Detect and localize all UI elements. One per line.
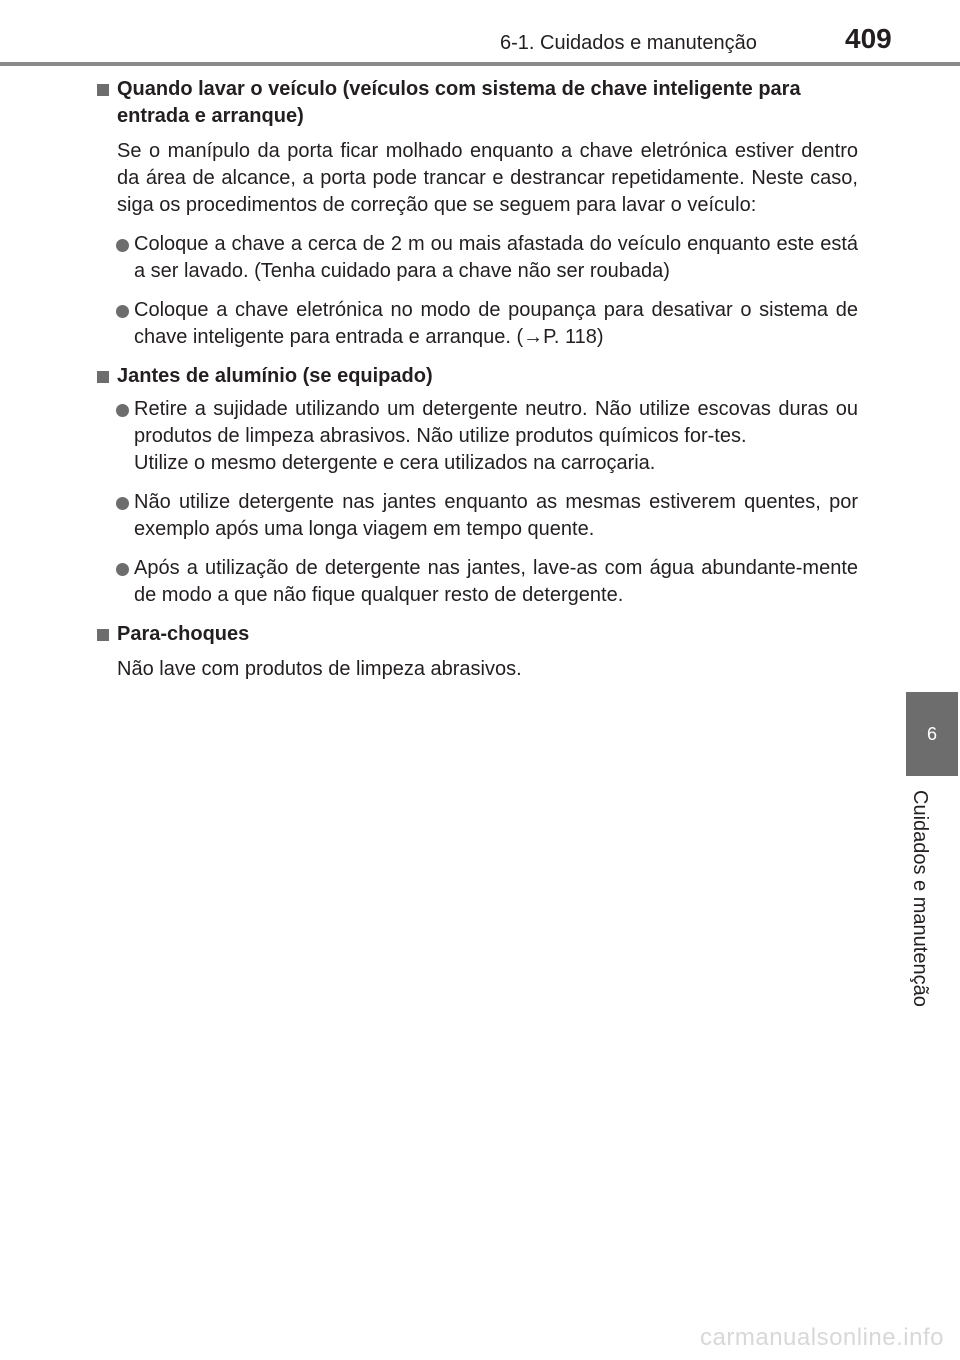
list-item [96, 489, 858, 543]
list-item [96, 396, 858, 477]
circle-bullet-icon [116, 239, 129, 252]
list-item-text: Após a utilização de detergente nas jantes, lave-as com água abundante-mente de modo a que não fique qualquer resto de detergente. [134, 557, 858, 606]
list-item-text: Retire a sujidade utilizando um detergente neutro. Não utilize escovas duras ou produtos de limpeza abrasivos. Não utilize produtos químicos for-tes. [134, 398, 858, 447]
section-heading-text: Jantes de alumínio (se equipado) [117, 365, 433, 387]
circle-bullet-icon [116, 563, 129, 576]
section-heading [96, 363, 858, 390]
page-number: 409 [845, 23, 892, 54]
watermark: carmanualsonline.info [700, 1324, 944, 1351]
page-content [96, 76, 858, 683]
list-item [96, 231, 858, 285]
section-heading [96, 621, 858, 648]
section-paragraph: Não lave com produtos de limpeza abrasivos. [117, 658, 522, 680]
square-bullet-icon [97, 84, 109, 96]
list-item [96, 555, 858, 609]
header-section-title: 6-1. Cuidados e manutenção [500, 32, 757, 54]
section-heading-text: Para-choques [117, 623, 250, 645]
list-item-text: Não utilize detergente nas jantes enquanto as mesmas estiverem quentes, por exemplo após uma longa viagem em tempo quente. [134, 491, 858, 540]
circle-bullet-icon [116, 404, 129, 417]
list-item-text: Coloque a chave a cerca de 2 m ou mais afastada do veículo enquanto este está a ser lavado. (Tenha cuidado para a chave não ser roubada) [134, 233, 858, 282]
chapter-tab [906, 692, 958, 776]
section-heading [96, 76, 858, 130]
chapter-tab-number: 6 [926, 724, 937, 744]
circle-bullet-icon [116, 497, 129, 510]
list-item-text: Coloque a chave eletrónica no modo de poupança para desativar o sistema de chave inteligente para entrada e arranque. (→P. 118) [134, 299, 858, 348]
page-header [0, 0, 960, 70]
list-item [96, 297, 858, 351]
square-bullet-icon [97, 371, 109, 383]
list-item-note: Utilize o mesmo detergente e cera utilizados na carroçaria. [134, 452, 656, 474]
section-heading-text: Quando lavar o veículo (veículos com sistema de chave inteligente para entrada e arranque) [117, 78, 801, 127]
square-bullet-icon [97, 629, 109, 641]
chapter-tab-title: Cuidados e manutenção [909, 790, 931, 1007]
header-divider [0, 62, 960, 66]
section-paragraph: Se o manípulo da porta ficar molhado enquanto a chave eletrónica estiver dentro da área de alcance, a porta pode trancar e destrancar repetidamente. Neste caso, siga os procedimentos de correção que se seguem para lavar o veículo: [117, 140, 858, 216]
circle-bullet-icon [116, 305, 129, 318]
